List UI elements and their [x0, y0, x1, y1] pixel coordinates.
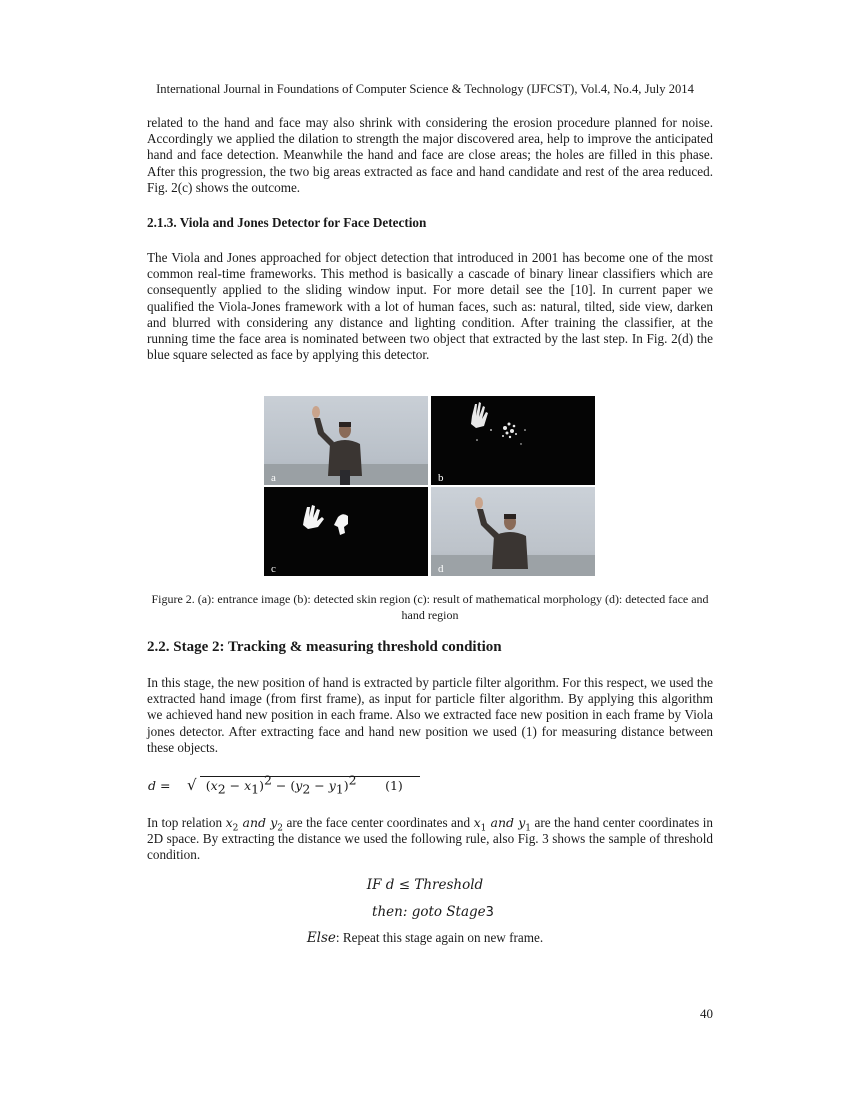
equation-number: (1) [385, 778, 403, 793]
skin-detection-image [431, 396, 595, 485]
journal-header: International Journal in Foundations of Computer Science & Technology (IJFCST), Vol.4, No.4, July 2014 [156, 82, 694, 96]
rule-line-else: Else: Repeat this stage again on new frame. [306, 930, 544, 946]
figure-panel-d [431, 487, 595, 576]
person-raising-hand-image [264, 396, 428, 485]
rule-line-then: then: goto Stage3 [372, 904, 494, 920]
detected-face-hand-image [431, 487, 595, 576]
section-heading-2-2: 2.2. Stage 2: Tracking & measuring threshold condition [147, 639, 502, 655]
paragraph-tracking: In this stage, the new position of hand is extracted by particle filter algorithm. For this respect, we used the extracted hand image (from first frame), as input for particle filter algorithm. By applying this algorithm we achieved hand new position in each frame. Also we extracted face new position in each frame by Viola jones detector. After extracting face and hand new position we used (1) for measuring distance between these objects. [147, 675, 713, 755]
section-heading-2-1-3: 2.1.3. Viola and Jones Detector for Face Detection [147, 215, 427, 230]
figure-panel-a [264, 396, 428, 485]
rule-line-if: IF d ≤ Threshold [366, 877, 484, 893]
sqrt-symbol: √ [186, 776, 197, 794]
panel-label-a: a [271, 472, 276, 484]
math-x2-y2: $x_2$ and $y_2$ [225, 815, 283, 834]
figure-2 [264, 396, 595, 576]
page-number: 40 [700, 1006, 713, 1021]
panel-label-d: d [438, 563, 444, 575]
math-x1-y1: $x_1$ and $y_1$ [473, 815, 532, 834]
paragraph-viola-jones: The Viola and Jones approached for object detection that introduced in 2001 has become one of the most common real-time frameworks. This method is basically a cascade of binary linear classifiers which are consequently applied to the sliding window input. For more detail see the [10]. In current paper we qualified the Viola-Jones framework with a lot of human faces, such as: natural, tilted, side view, darken and blurred with considering any distance and lighting condition. After training the classifier, at the running time the face area is nominated between two object that extracted by the last step. In Fig. 2(d) the blue square selected as face by applying this detector. [147, 250, 713, 363]
equation-lhs: d = [148, 778, 171, 793]
paragraph-relation: In top relation $x_2$ and $y_2$ are the face center coordinates and $x_1$ and $y_1$ are the hand center coordinates in 2D space. By extracting the distance we used the following rule, also Fig. 3 shows the sample of threshold condition. [147, 815, 714, 863]
panel-label-c: c [271, 563, 276, 575]
equation-radicand: $(x_2 - x_1)^2 - (y_2 - y_1)^2$ (1) [200, 776, 420, 793]
figure-panel-c [264, 487, 428, 576]
panel-label-b: b [438, 472, 444, 484]
figure-2-caption: Figure 2. (a): entrance image (b): detected skin region (c): result of mathematical morphology (d): detected face and hand region [151, 592, 709, 622]
paragraph-morphology: related to the hand and face may also shrink with considering the erosion procedure planned for noise. Accordingly we applied the dilation to strength the major discovered area, help to improve the anticipated hand and face detection. Meanwhile the hand and face are close areas; the holes are filled in this phase. After this progression, the two big areas extracted as face and hand candidate and rest of the area reduced. Fig. 2(c) shows the outcome. [147, 115, 713, 195]
figure-panel-b [431, 396, 595, 485]
equation-1 [148, 772, 420, 797]
morphology-result-image [264, 487, 428, 576]
